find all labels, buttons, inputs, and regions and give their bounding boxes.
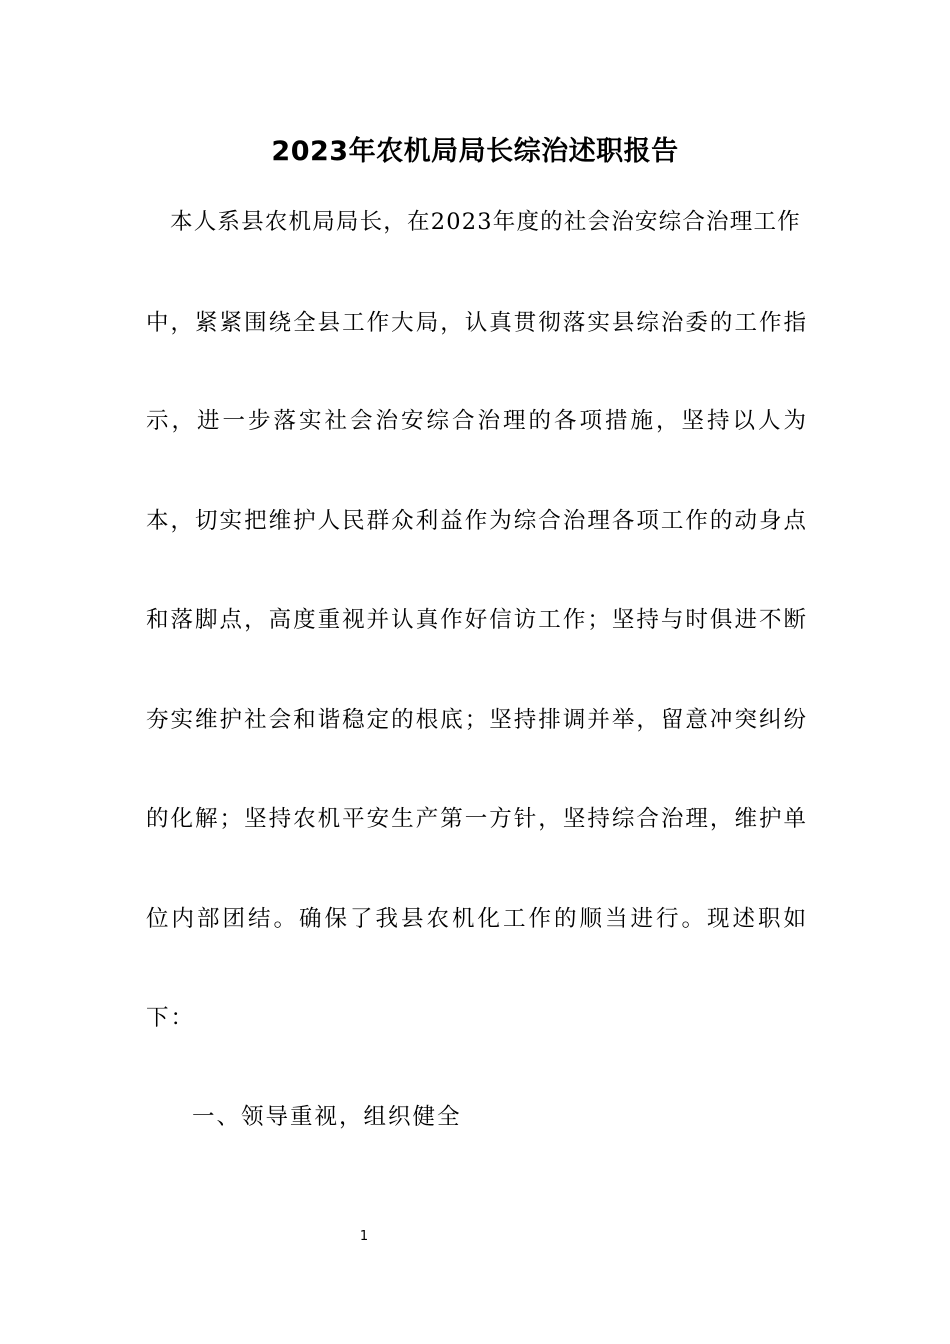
paragraph-line-6: 夯实维护社会和谐稳定的根底；坚持排调并举，留意冲突纠纷 (146, 707, 806, 733)
paragraph-line-8: 位内部团结。确保了我县农机化工作的顺当进行。现述职如 (146, 906, 806, 932)
document-title: 2023年农机局局长综治述职报告 (271, 136, 679, 167)
section-heading: 一、领导重视，组织健全 (192, 1104, 462, 1130)
paragraph-line-1: 本人系县农机局局长，在2023年度的社会治安综合治理工作 (170, 209, 801, 235)
paragraph-line-4: 本，切实把维护人民群众利益作为综合治理各项工作的动身点 (146, 508, 806, 534)
paragraph-line-3: 示，进一步落实社会治安综合治理的各项措施，坚持以人为 (146, 408, 806, 434)
paragraph-line-2: 中，紧紧围绕全县工作大局，认真贯彻落实县综治委的工作指 (146, 310, 806, 336)
paragraph-line-5: 和落脚点，高度重视并认真作好信访工作；坚持与时俱进不断 (146, 607, 806, 633)
paragraph-line-7: 的化解；坚持农机平安生产第一方针，坚持综合治理，维护单 (146, 806, 806, 832)
page-number: 1 (359, 1229, 369, 1244)
paragraph-line-9: 下： (146, 1005, 196, 1031)
